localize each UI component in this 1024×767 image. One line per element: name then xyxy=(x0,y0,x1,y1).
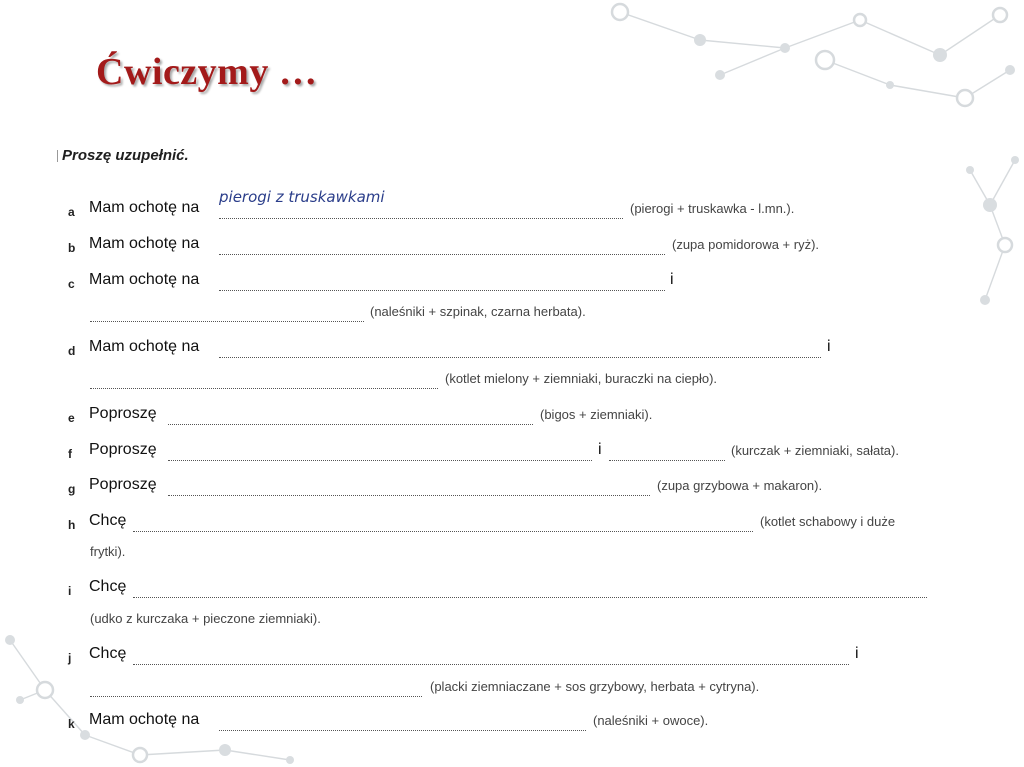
answer-blank[interactable] xyxy=(219,252,665,255)
item-lead: Mam ochotę na xyxy=(89,235,200,252)
item-hint: (kotlet mielony + ziemniaki, buraczki na ciepło). xyxy=(445,371,718,386)
item-hint: (kurczak + ziemniaki, sałata). xyxy=(731,443,899,458)
item-lead: Chcę xyxy=(89,512,127,529)
item-letter: g xyxy=(68,482,76,496)
item-letter: c xyxy=(68,277,75,291)
item-lead: Poproszę xyxy=(89,441,157,458)
item-hint: (naleśniki + owoce). xyxy=(593,713,709,728)
answer-blank[interactable] xyxy=(133,595,927,598)
answer-blank[interactable] xyxy=(168,493,650,496)
answer-blank[interactable] xyxy=(609,458,725,461)
item-lead: Poproszę xyxy=(89,405,157,422)
item-lead: Mam ochotę na xyxy=(89,199,200,216)
item-hint: (placki ziemniaczane + sos grzybowy, herbata + cytryna). xyxy=(430,679,760,694)
item-lead: Mam ochotę na xyxy=(89,711,200,728)
conjunction-i: i xyxy=(598,441,602,458)
answer-blank[interactable] xyxy=(168,422,533,425)
item-letter: j xyxy=(68,651,72,665)
answer-blank[interactable] xyxy=(90,386,438,389)
item-hint: (zupa pomidorowa + ryż). xyxy=(672,237,820,252)
answer-blank[interactable] xyxy=(219,728,586,731)
item-letter: e xyxy=(68,411,75,425)
item-letter: a xyxy=(68,205,75,219)
conjunction-i: i xyxy=(827,338,831,355)
item-hint: (kotlet schabowy i duże xyxy=(760,514,896,529)
answer-blank[interactable] xyxy=(219,288,665,291)
margin-tick xyxy=(57,150,58,162)
answer-blank[interactable] xyxy=(168,458,592,461)
conjunction-i: i xyxy=(670,271,674,288)
item-hint: (naleśniki + szpinak, czarna herbata). xyxy=(370,304,586,319)
item-letter: d xyxy=(68,344,76,358)
answer-blank[interactable] xyxy=(133,529,753,532)
item-lead: Poproszę xyxy=(89,476,157,493)
item-lead: Mam ochotę na xyxy=(89,338,200,355)
item-hint: (pierogi + truskawka - l.mn.). xyxy=(630,201,795,216)
answer-blank[interactable] xyxy=(219,355,821,358)
item-hint: (udko z kurczaka + pieczone ziemniaki). xyxy=(90,611,321,626)
item-letter: k xyxy=(68,717,75,731)
item-lead: Chcę xyxy=(89,578,127,595)
answer-blank[interactable] xyxy=(133,662,849,665)
handwritten-answer: pierogi z truskawkami xyxy=(219,188,385,206)
item-hint: (zupa grzybowa + makaron). xyxy=(657,478,823,493)
conjunction-i: i xyxy=(855,645,859,662)
item-letter: b xyxy=(68,241,76,255)
exercise-instruction: Proszę uzupełnić. xyxy=(62,147,189,164)
item-hint: (bigos + ziemniaki). xyxy=(540,407,653,422)
answer-blank[interactable] xyxy=(90,694,422,697)
item-letter: h xyxy=(68,518,76,532)
item-lead: Mam ochotę na xyxy=(89,271,200,288)
answer-blank[interactable] xyxy=(219,216,623,219)
answer-blank[interactable] xyxy=(90,319,364,322)
item-hint: frytki). xyxy=(90,544,126,559)
item-letter: f xyxy=(68,447,72,461)
item-letter: i xyxy=(68,584,72,598)
slide-title: Ćwiczymy … xyxy=(96,51,318,93)
item-lead: Chcę xyxy=(89,645,127,662)
